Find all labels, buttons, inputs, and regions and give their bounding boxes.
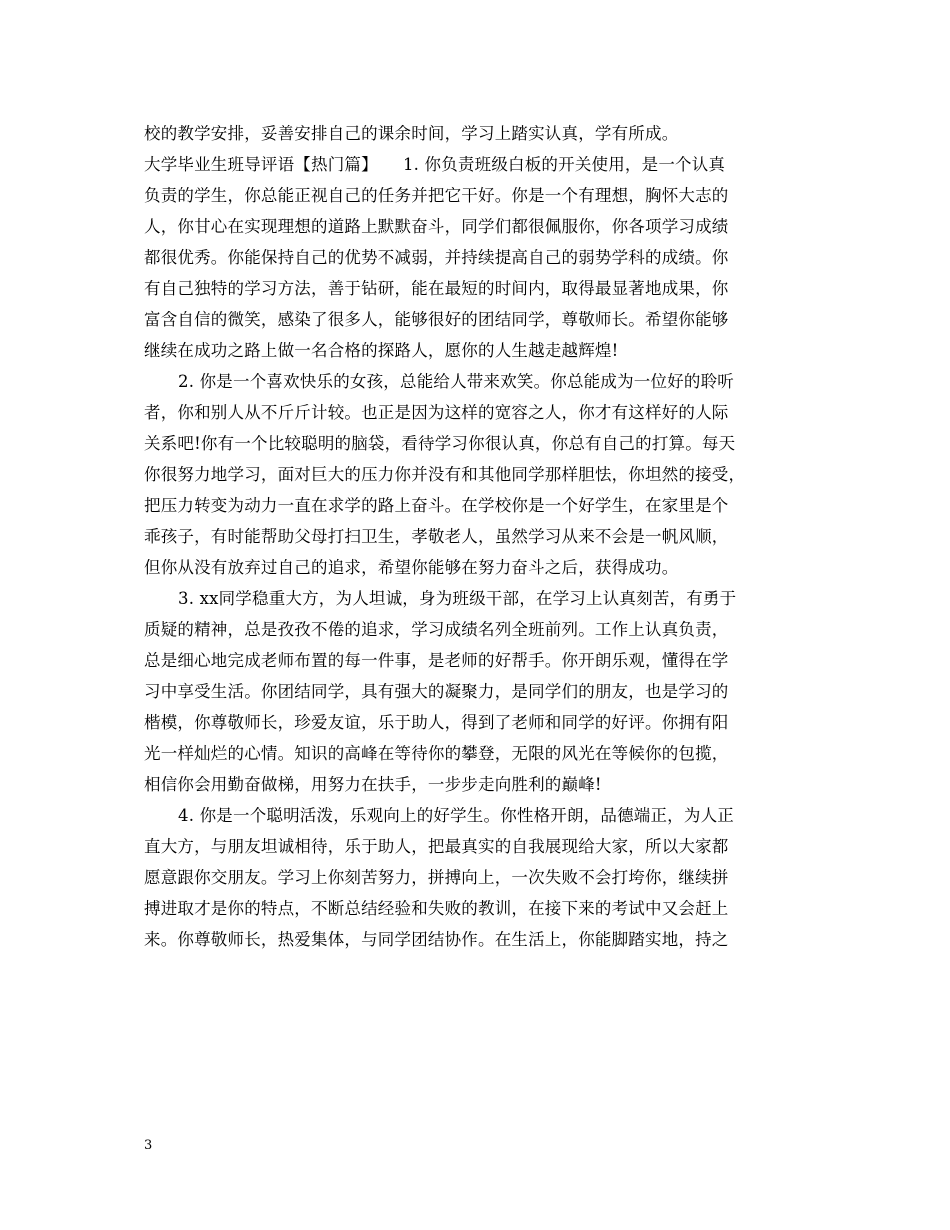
- text-line: 搏进取才是你的特点，不断总结经验和失败的教训，在接下来的考试中又会赶上: [144, 899, 729, 918]
- text-line: 4. 你是一个聪明活泼，乐观向上的好学生。你性格开朗，品德端正，为人正: [178, 806, 734, 825]
- text-line: 者，你和别人从不斤斤计较。也正是因为这样的宽容之人，你才有这样好的人际: [144, 403, 729, 422]
- text-line: 都很优秀。你能保持自己的优势不减弱，并持续提高自己的弱势学科的成绩。你: [144, 248, 729, 267]
- text-line: 有自己独特的学习方法，善于钻研，能在最短的时间内，取得最显著地成果，你: [144, 279, 729, 298]
- text-line: 质疑的精神，总是孜孜不倦的追求，学习成绩名列全班前列。工作上认真负责，: [144, 620, 729, 639]
- text-line: 你很努力地学习，面对巨大的压力你并没有和其他同学那样胆怯，你坦然的接受，: [144, 465, 746, 484]
- text-line: 来。你尊敬师长，热爱集体，与同学团结协作。在生活上，你能脚踏实地，持之: [144, 930, 729, 949]
- text-line: 校的教学安排，妥善安排自己的课余时间，学习上踏实认真，学有所成。: [144, 124, 679, 143]
- page-number: 3: [144, 1138, 153, 1153]
- text-line: 3. xx同学稳重大方，为人坦诚，身为班级干部，在学习上认真刻苦，有勇于: [178, 589, 737, 608]
- text-line: 乖孩子，有时能帮助父母打扫卫生，孝敬老人，虽然学习从来不会是一帆风顺，: [144, 527, 729, 546]
- text-line: 楷模，你尊敬师长，珍爱友谊，乐于助人，得到了老师和同学的好评。你拥有阳: [144, 713, 729, 732]
- text-line: 愿意跟你交朋友。学习上你刻苦努力，拼搏向上，一次失败不会打垮你，继续拼: [144, 868, 729, 887]
- text-line: 相信你会用勤奋做梯，用努力在扶手，一步步走向胜利的巅峰!: [144, 775, 602, 794]
- text-line: 继续在成功之路上做一名合格的探路人，愿你的人生越走越辉煌!: [144, 341, 619, 360]
- body-text: [144, 118, 809, 955]
- text-line: 直大方，与朋友坦诚相待，乐于助人，把最真实的自我展现给大家，所以大家都: [144, 837, 729, 856]
- text-line: 把压力转变为动力一直在求学的路上奋斗。在学校你是一个好学生，在家里是个: [144, 496, 729, 515]
- text-line: 人，你甘心在实现理想的道路上默默奋斗，同学们都很佩服你，你各项学习成绩: [144, 217, 729, 236]
- text-line: 大学毕业生班导评语【热门篇】 1. 你负责班级白板的开关使用，是一个认真: [144, 155, 726, 174]
- text-line: 习中享受生活。你团结同学，具有强大的凝聚力，是同学们的朋友，也是学习的: [144, 682, 729, 701]
- text-line: 光一样灿烂的心情。知识的高峰在等待你的攀登，无限的风光在等候你的包揽，: [144, 744, 729, 763]
- text-line: 关系吧!你有一个比较聪明的脑袋，看待学习你很认真，你总有自己的打算。每天: [144, 434, 736, 453]
- text-line: 富含自信的微笑，感染了很多人，能够很好的团结同学，尊敬师长。希望你能够: [144, 310, 729, 329]
- text-line: 但你从没有放弃过自己的追求，希望你能够在努力奋斗之后，获得成功。: [144, 558, 679, 577]
- text-line: 总是细心地完成老师布置的每一件事，是老师的好帮手。你开朗乐观，懂得在学: [144, 651, 729, 670]
- text-line: 负责的学生，你总能正视自己的任务并把它干好。你是一个有理想，胸怀大志的: [144, 186, 729, 205]
- text-line: 2. 你是一个喜欢快乐的女孩，总能给人带来欢笑。你总能成为一位好的聆听: [178, 372, 734, 391]
